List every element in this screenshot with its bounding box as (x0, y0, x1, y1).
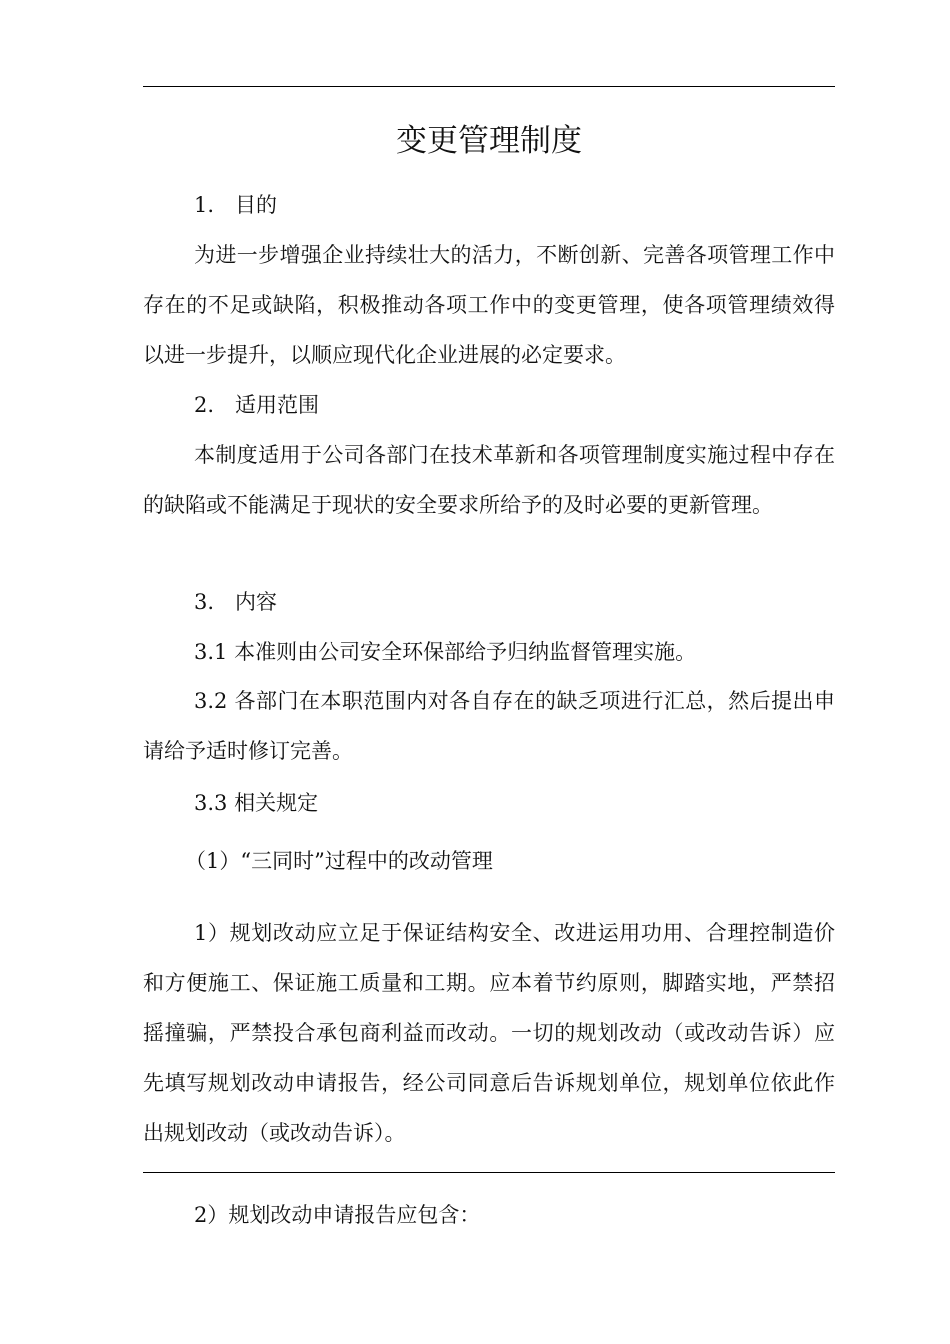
item-3-2: 3.2 各部门在本职范围内对各自存在的缺乏项进行汇总，然后提出申请给予适时修订完善。 (143, 689, 835, 763)
sub-item-1: （1）“三同时”过程中的改动管理 (185, 849, 493, 873)
item-3-3: 3.3 相关规定 (194, 791, 319, 815)
section-number: 1. (194, 193, 215, 217)
document-title: 变更管理制度 (396, 123, 582, 159)
top-rule (143, 86, 835, 87)
section-heading-scope (143, 380, 835, 430)
section-heading-purpose (143, 180, 835, 230)
section-heading-content (143, 577, 835, 627)
section-title: 目的 (235, 193, 277, 217)
point-2-paragraph: 2）规划改动申请报告应包含： (194, 1203, 481, 1227)
section-title: 适用范围 (235, 393, 319, 417)
item-3-1: 3.1 本准则由公司安全环保部给予归纳监督管理实施。 (194, 640, 697, 664)
section-number: 2. (194, 393, 215, 417)
scope-paragraph: 本制度适用于公司各部门在技术革新和各项管理制度实施过程中存在的缺陷或不能满足于现状的安全要求所给予的及时必要的更新管理。 (143, 443, 835, 517)
section-number: 3. (194, 590, 215, 614)
section-title: 内容 (235, 590, 277, 614)
page-break-rule (143, 1172, 835, 1173)
purpose-paragraph: 为进一步增强企业持续壮大的活力，不断创新、完善各项管理工作中存在的不足或缺陷，积极推动各项工作中的变更管理，使各项管理绩效得以进一步提升，以顺应现代化企业进展的必定要求。 (143, 243, 835, 367)
point-1-paragraph: 1）规划改动应立足于保证结构安全、改进运用功用、合理控制造价和方便施工、保证施工质量和工期。应本着节约原则，脚踏实地，严禁招摇撞骗，严禁投合承包商利益而改动。一切的规划改动（或改动告诉）应先填写规划改动申请报告，经公司同意后告诉规划单位，规划单位依此作出规划改动（或改动告诉）。 (143, 921, 835, 1145)
